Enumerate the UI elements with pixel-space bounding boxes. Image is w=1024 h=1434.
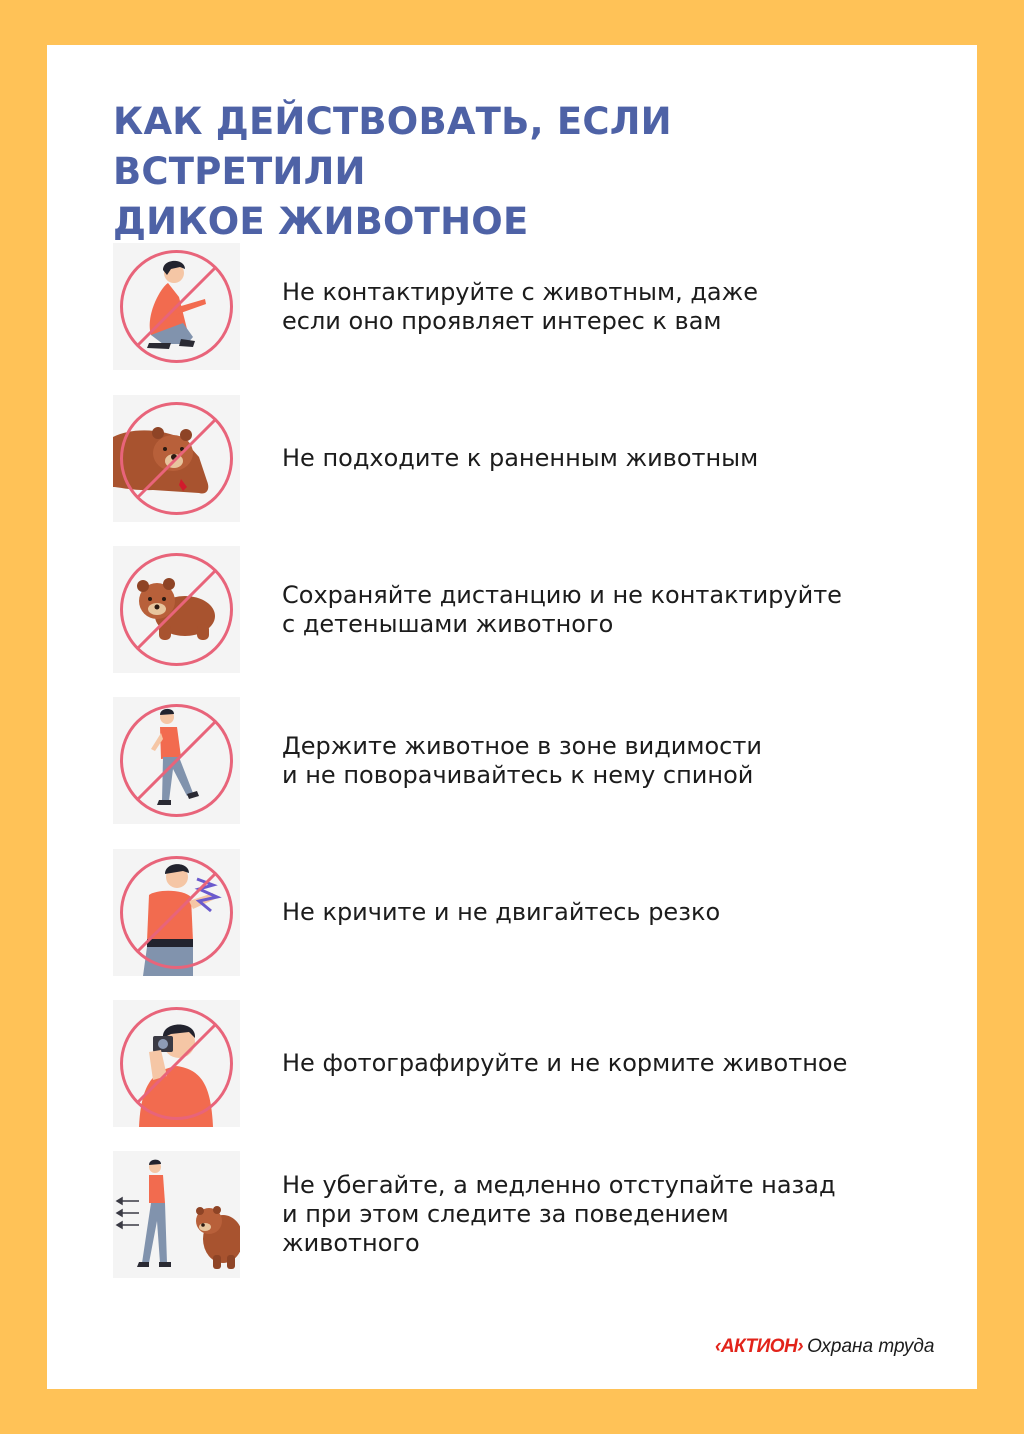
rule-item-1 — [113, 243, 943, 370]
poster-title-line-2: ДИКОЕ ЖИВОТНОЕ — [113, 200, 529, 243]
logo-brand: ‹АКТИОН› — [715, 1336, 804, 1357]
rule-item-7 — [113, 1151, 943, 1278]
rule-text-line: Сохраняйте дистанцию и не контактируйте — [282, 580, 842, 609]
aktion-logo — [715, 1335, 934, 1359]
rule-text-5 — [282, 849, 942, 976]
poster-card — [47, 45, 977, 1389]
bear-cub-prohibited-icon — [113, 546, 240, 673]
rule-item-4 — [113, 697, 943, 824]
man-walking-away-prohibited-icon — [113, 697, 240, 824]
rule-item-5 — [113, 849, 943, 976]
rule-text-line: Не фотографируйте и не кормите животное — [282, 1049, 848, 1077]
man-backing-away-from-bear-icon — [113, 1151, 240, 1278]
rule-text-line: и при этом следите за поведением — [282, 1200, 729, 1228]
rule-text-line: Не подходите к раненным животным — [282, 444, 759, 472]
rule-text-line: с детенышами животного — [282, 609, 614, 638]
rule-item-6 — [113, 1000, 943, 1127]
rule-text-1 — [282, 243, 942, 370]
man-photographing-prohibited-icon — [113, 1000, 240, 1127]
poster-title-line-1: КАК ДЕЙСТВОВАТЬ, ЕСЛИ ВСТРЕТИЛИ — [113, 100, 672, 193]
rule-text-4 — [282, 697, 942, 824]
rule-text-line: Держите животное в зоне видимости — [282, 731, 762, 760]
rule-text-3 — [282, 546, 942, 673]
wounded-bear-prohibited-icon — [113, 395, 240, 522]
rule-text-line: Не контактируйте с животным, даже — [282, 277, 759, 306]
rule-text-line: Не кричите и не двигайтесь резко — [282, 898, 721, 926]
man-shouting-prohibited-icon — [113, 849, 240, 976]
rule-text-2 — [282, 395, 942, 522]
rule-text-line: и не поворачивайтесь к нему спиной — [282, 760, 754, 789]
poster-title — [113, 97, 933, 247]
rule-text-6 — [282, 1000, 942, 1127]
rule-item-2 — [113, 395, 943, 522]
crouching-man-pointing-prohibited-icon — [113, 243, 240, 370]
rule-text-line: если оно проявляет интерес к вам — [282, 306, 722, 335]
rule-text-line: Не убегайте, а медленно отступайте назад — [282, 1171, 836, 1199]
logo-product: Охрана труда — [807, 1336, 935, 1357]
rule-text-7 — [282, 1151, 942, 1278]
rule-item-3 — [113, 546, 943, 673]
rule-text-line: животного — [282, 1229, 420, 1257]
